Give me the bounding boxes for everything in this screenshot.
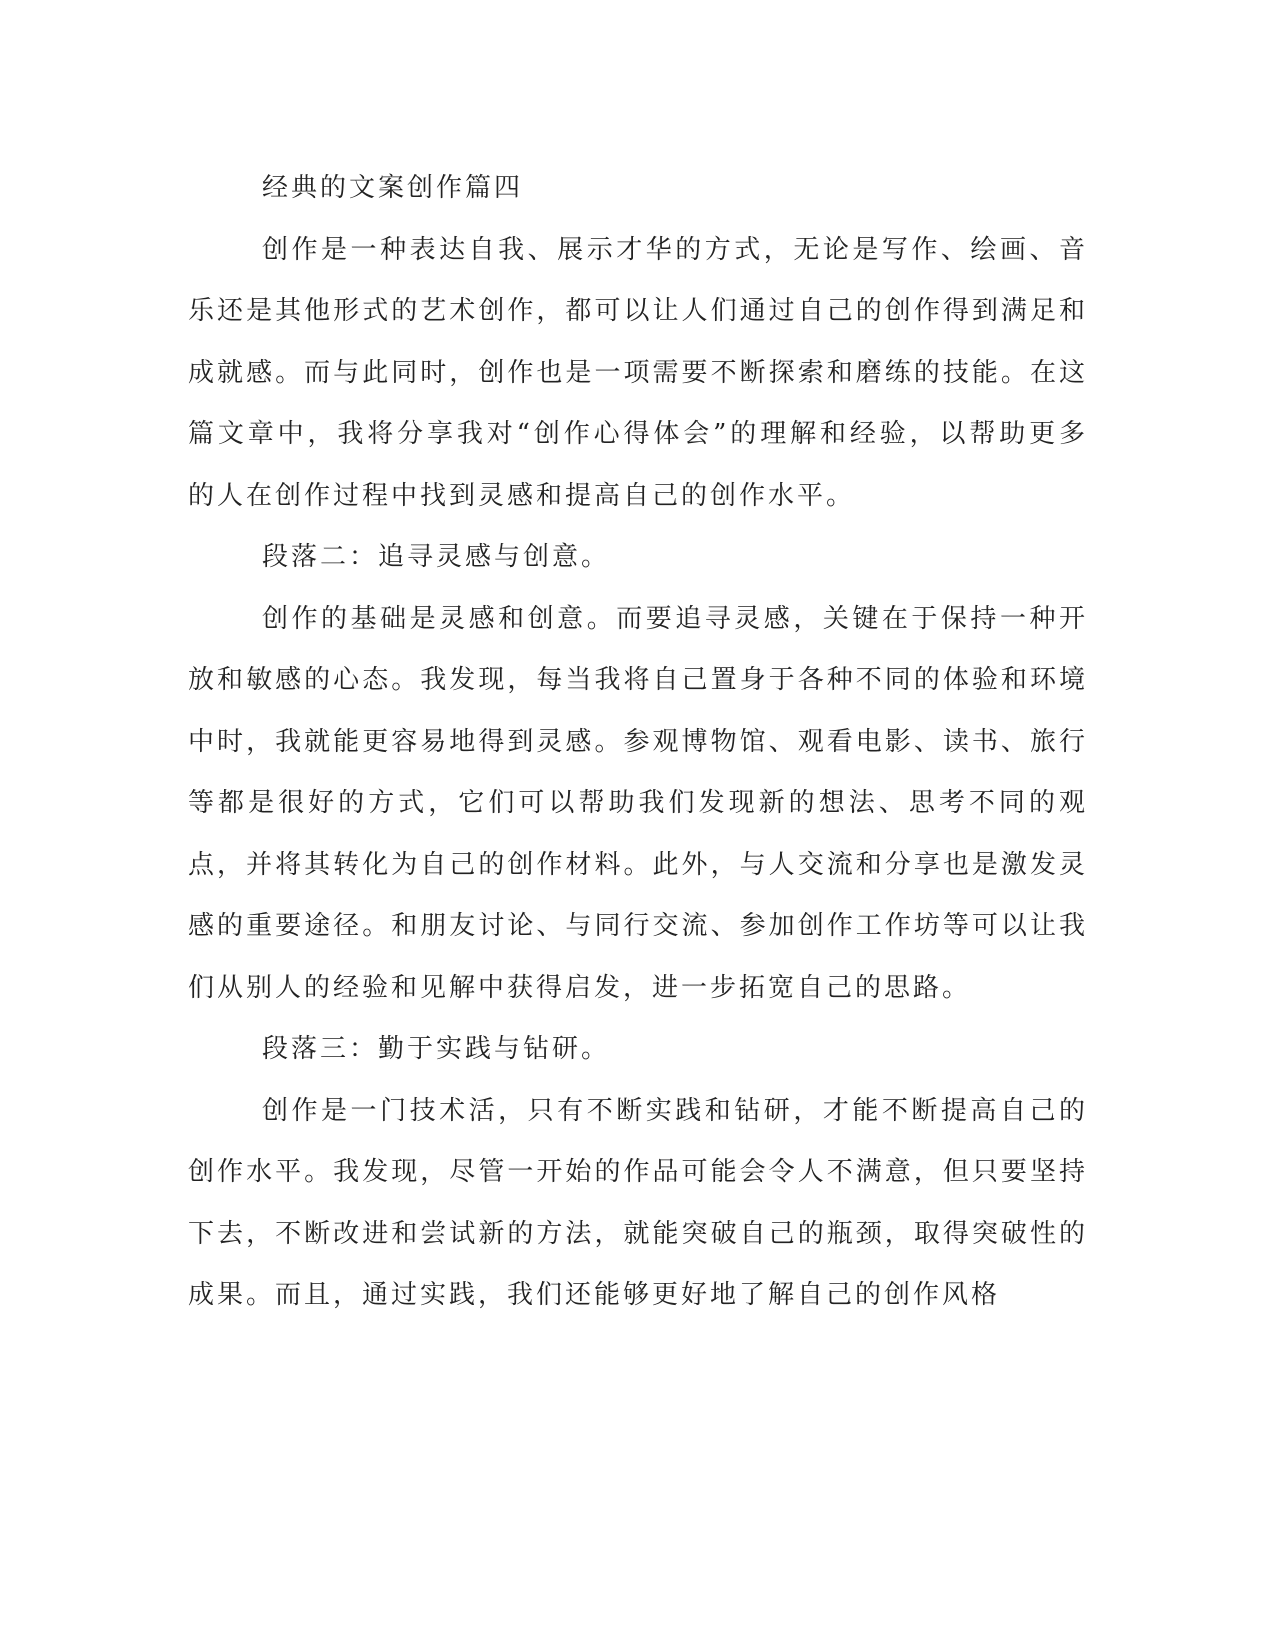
document-body	[188, 158, 1088, 1327]
section-heading-2: 段落二：追寻灵感与创意。	[262, 542, 611, 572]
section-heading-3: 段落三：勤于实践与钻研。	[262, 1034, 611, 1064]
document-title: 经典的文案创作篇四	[262, 173, 524, 203]
paragraph-inspiration: 创作的基础是灵感和创意。而要追寻灵感，关键在于保持一种开放和敏感的心态。我发现，每当我将自己置身于各种不同的体验和环境中时，我就能更容易地得到灵感。参观博物馆、观看电影、读书、旅行等都是很好的方式，它们可以帮助我们发现新的想法、思考不同的观点，并将其转化为自己的创作材料。此外，与人交流和分享也是激发灵感的重要途径。和朋友讨论、与同行交流、参加创作工作坊等可以让我们从别人的经验和见解中获得启发，进一步拓宽自己的思路。	[188, 603, 1088, 1003]
paragraph-practice: 创作是一门技术活，只有不断实践和钻研，才能不断提高自己的创作水平。我发现，尽管一开始的作品可能会令人不满意，但只要坚持下去，不断改进和尝试新的方法，就能突破自己的瓶颈，取得突破性的成果。而且，通过实践，我们还能够更好地了解自己的创作风格	[188, 1095, 1088, 1310]
paragraph-intro: 创作是一种表达自我、展示才华的方式，无论是写作、绘画、音乐还是其他形式的艺术创作，都可以让人们通过自己的创作得到满足和成就感。而与此同时，创作也是一项需要不断探索和磨练的技能。在这篇文章中，我将分享我对“创作心得体会”的理解和经验，以帮助更多的人在创作过程中找到灵感和提高自己的创作水平。	[188, 234, 1088, 511]
